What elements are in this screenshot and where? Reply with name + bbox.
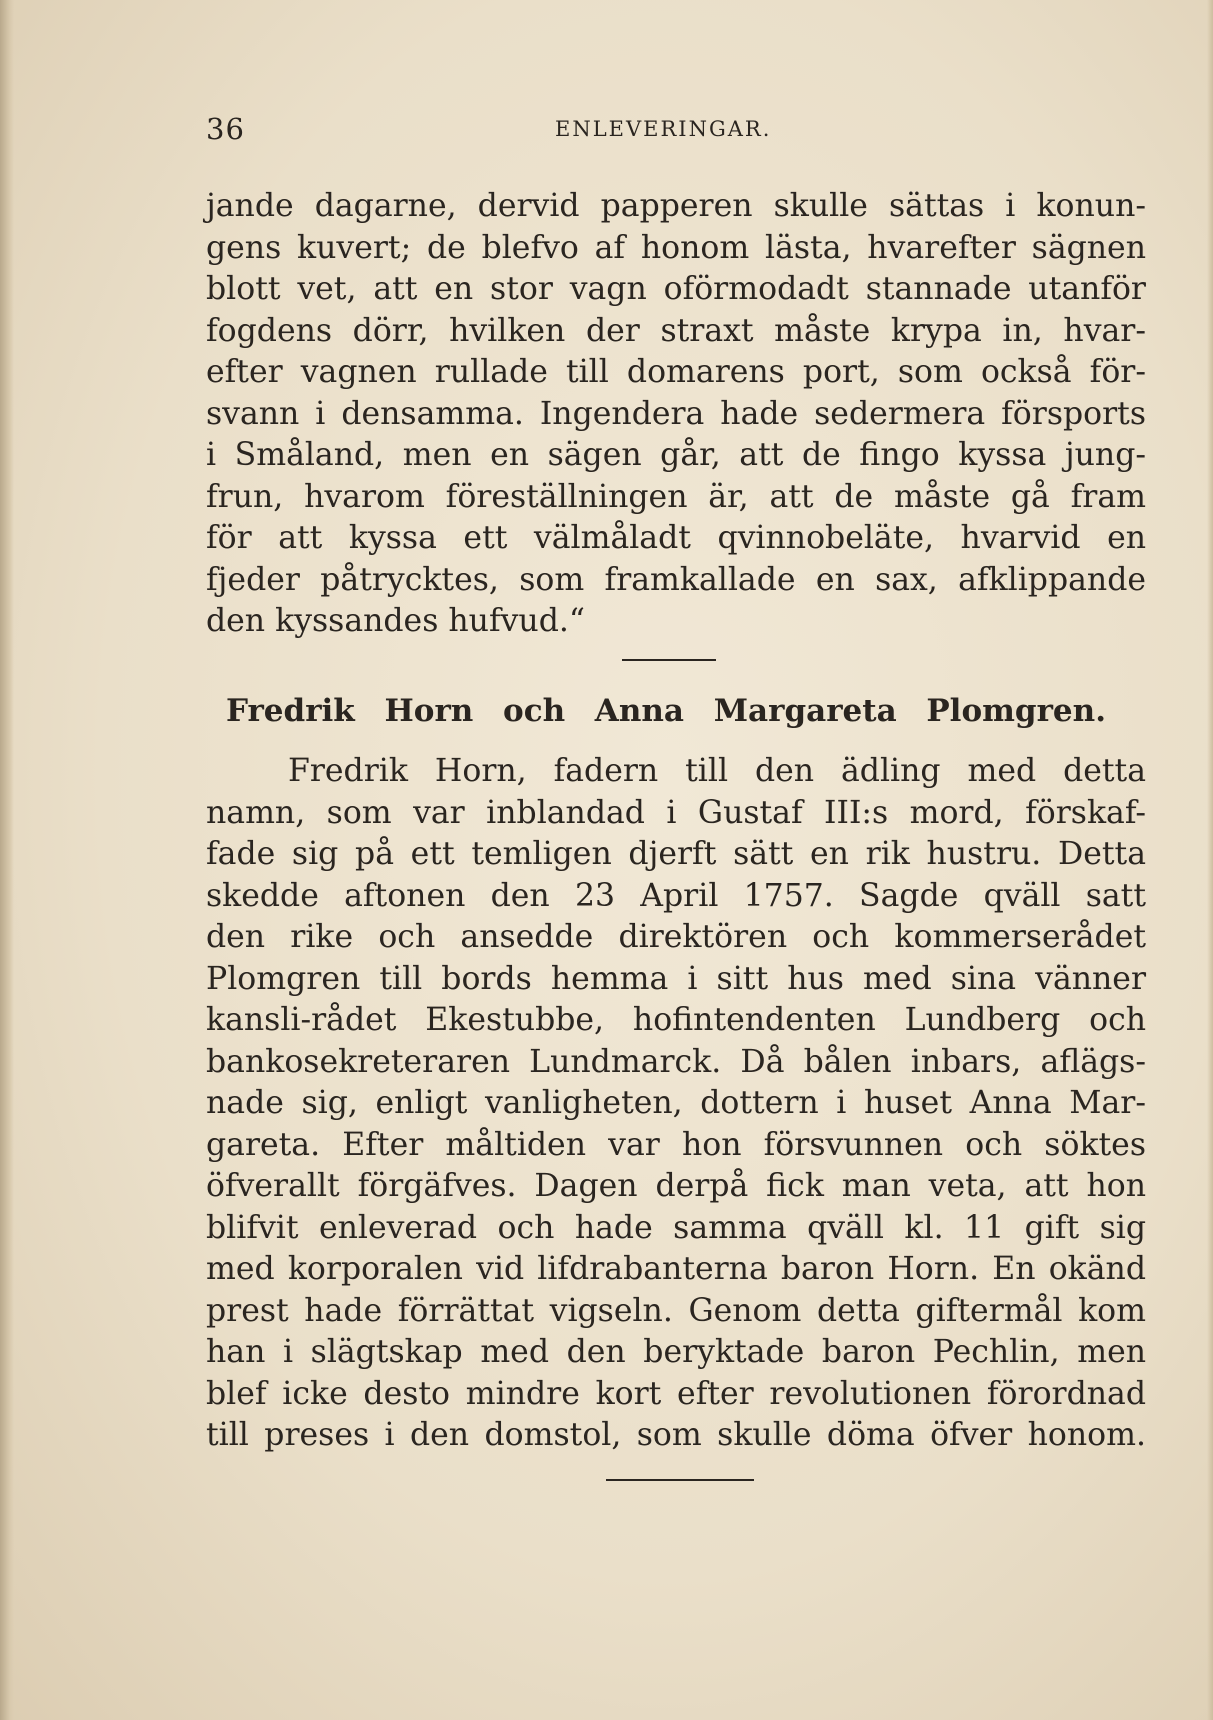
page-edge-shadow <box>1207 0 1213 1720</box>
text-line: den kyssandes hufvud.“ <box>206 603 585 639</box>
text-line: Plomgren till bords hemma i sitt hus med sina vänner <box>206 960 1146 997</box>
text-line: i Småland, men en sägen går, att de fingo kyssa jung- <box>206 437 1146 473</box>
text-line: med korporalen vid lifdrabanterna baron Horn. En okänd <box>206 1251 1146 1287</box>
text-line: gens kuvert; de blefvo af honom lästa, hvarefter sägnen <box>206 229 1146 266</box>
closing-divider <box>606 1479 754 1481</box>
text-line: fjeder påtrycktes, som framkallade en sax, afklippande <box>206 561 1146 598</box>
page-number: 36 <box>206 112 245 146</box>
text-line: kansli-rådet Ekestubbe, hofintendenten Lundberg och <box>206 1002 1146 1038</box>
text-line: skedde aftonen den 23 April 1757. Sagde qväll satt <box>206 877 1146 914</box>
text-line: öfverallt förgäfves. Dagen derpå fick man veta, att hon <box>206 1168 1146 1204</box>
text-line: bankosekreteraren Lundmarck. Då bålen inbars, aflägs- <box>206 1043 1146 1080</box>
text-line: den rike och ansedde direktören och kommerserådet <box>206 919 1146 955</box>
running-title: ENLEVERINGAR. <box>555 117 772 141</box>
text-line: nade sig, enligt vanligheten, dottern i huset Anna Mar- <box>206 1085 1146 1121</box>
text-line: efter vagnen rullade till domarens port, som också för- <box>206 354 1146 390</box>
text-line: för att kyssa ett välmåladt qvinnobeläte, hvarvid en <box>206 520 1146 556</box>
section-title: Fredrik Horn och Anna Margareta Plomgren. <box>226 693 1106 729</box>
section-divider <box>622 659 716 661</box>
paragraph-main <box>206 751 1146 1457</box>
text-line: blott vet, att en stor vagn oförmodadt stannade utanför <box>206 271 1146 307</box>
text-line: han i slägtskap med den beryktade baron Pechlin, men <box>206 1334 1146 1370</box>
page-header <box>206 112 1146 148</box>
paragraph-continued <box>206 186 1146 643</box>
text-line: jande dagarne, dervid papperen skulle sättas i konun- <box>206 188 1146 224</box>
page-binding-shadow <box>0 0 14 1720</box>
text-line: till preses i den domstol, som skulle döma öfver honom. <box>206 1417 1146 1453</box>
text-line: namn, som var inblandad i Gustaf III:s mord, förskaf- <box>206 794 1146 831</box>
text-line: fade sig på ett temligen djerft sätt en rik hustru. Detta <box>206 836 1146 872</box>
text-line: fogdens dörr, hvilken der straxt måste krypa in, hvar- <box>206 312 1146 349</box>
text-line: frun, hvarom föreställningen är, att de måste gå fram <box>206 478 1146 515</box>
text-line: blef icke desto mindre kort efter revolutionen förordnad <box>206 1375 1146 1412</box>
text-line: svann i densamma. Ingendera hade sedermera försports <box>206 395 1146 432</box>
text-line: blifvit enleverad och hade samma qväll kl. 11 gift sig <box>206 1209 1146 1246</box>
text-line: gareta. Efter måltiden var hon försvunnen och söktes <box>206 1126 1146 1163</box>
text-line: Fredrik Horn, fadern till den ädling med detta <box>288 753 1146 789</box>
text-line: prest hade förrättat vigseln. Genom detta giftermål kom <box>206 1292 1146 1329</box>
